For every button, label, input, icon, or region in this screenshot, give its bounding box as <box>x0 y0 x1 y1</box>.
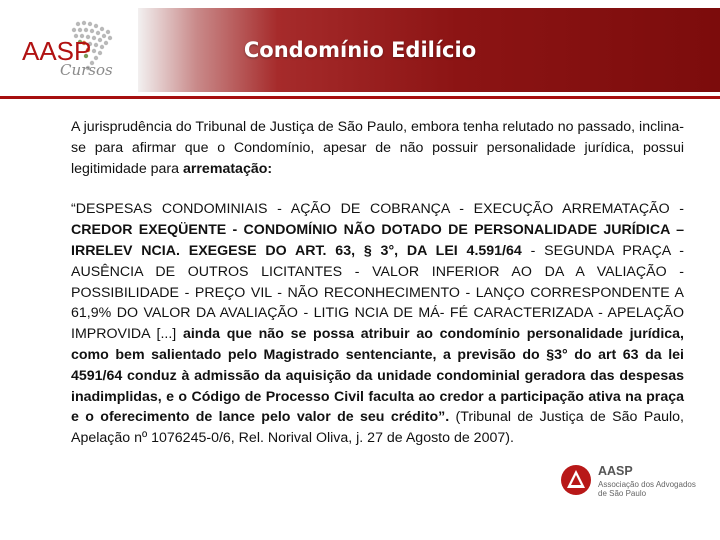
quote-segment-2-bold: CREDOR EXEQÜENTE - CONDOMÍNIO NÃO DOTADO DE PERSONALIDADE JURÍDICA – IRRELEV NCIA. EXEGESE DO ART. 63, § 3°, DA LEI 4.591/64 <box>71 222 684 259</box>
quote-paragraph <box>71 199 684 449</box>
logo-subtitle: Cursos <box>60 61 113 79</box>
quote-segment-4-bold: ainda que não se possa atribuir ao condomínio personalidade jurídica, como bem salientado pelo Magistrado sentenciante, a previsão do §3° do art 63 da lei 4591/64 conduz à admissão da aquisição da unidade condominial geradora das despesas inadimplidas, e o Código de Processo Civil faculta ao credor a participação ativa na praça e o oferecimento de lance pelo valor de seu crédito”. <box>71 326 684 426</box>
association-subtitle-line-1: Associação dos Advogados <box>598 480 696 489</box>
quote-segment-1: “DESPESAS CONDOMINIAIS - AÇÃO DE COBRANÇA - EXECUÇÃO ARREMATAÇÃO - <box>71 201 684 218</box>
association-logo <box>560 462 700 510</box>
logo-wordmark: AASP <box>22 36 92 66</box>
aasp-cursos-logo <box>16 18 124 80</box>
slide-header <box>0 0 720 102</box>
intro-bold-text: arrematação: <box>183 160 273 177</box>
intro-text: A jurisprudência do Tribunal de Justiça de São Paulo, embora tenha relutado no passado, inclina-se para afirmar que o Condomínio, apesar de não possuir personalidade jurídica, possui legitimidade para <box>71 119 684 177</box>
aasp-emblem-icon <box>560 464 592 496</box>
citation-text: (Tribunal de Justiça de São Paulo, Apelação nº 1076245-0/6, Rel. Norival Oliva, j. 27 de Agosto de 2007). <box>71 409 684 447</box>
association-subtitle <box>598 480 698 498</box>
intro-paragraph <box>71 117 684 179</box>
header-divider <box>0 96 720 99</box>
slide-title: Condomínio Edilício <box>243 38 477 62</box>
slide-body <box>71 117 684 449</box>
association-name: AASP <box>598 464 633 478</box>
association-subtitle-line-2: de São Paulo <box>598 489 647 498</box>
quote-segment-3: - SEGUNDA PRAÇA - AUSÊNCIA DE OUTROS LICITANTES - VALOR INFERIOR AO DA A VALIAÇÃO - POSSIBILIDADE - PREÇO VIL - NÃO RECONHECIMENTO - LANÇO CORRESPONDENTE A 61,9% DO VALOR DA AVALIAÇÃO - LITIG NCIA DE MÁ- FÉ CARACTERIZADA - APELAÇÃO IMPROVIDA [...] <box>71 242 685 343</box>
